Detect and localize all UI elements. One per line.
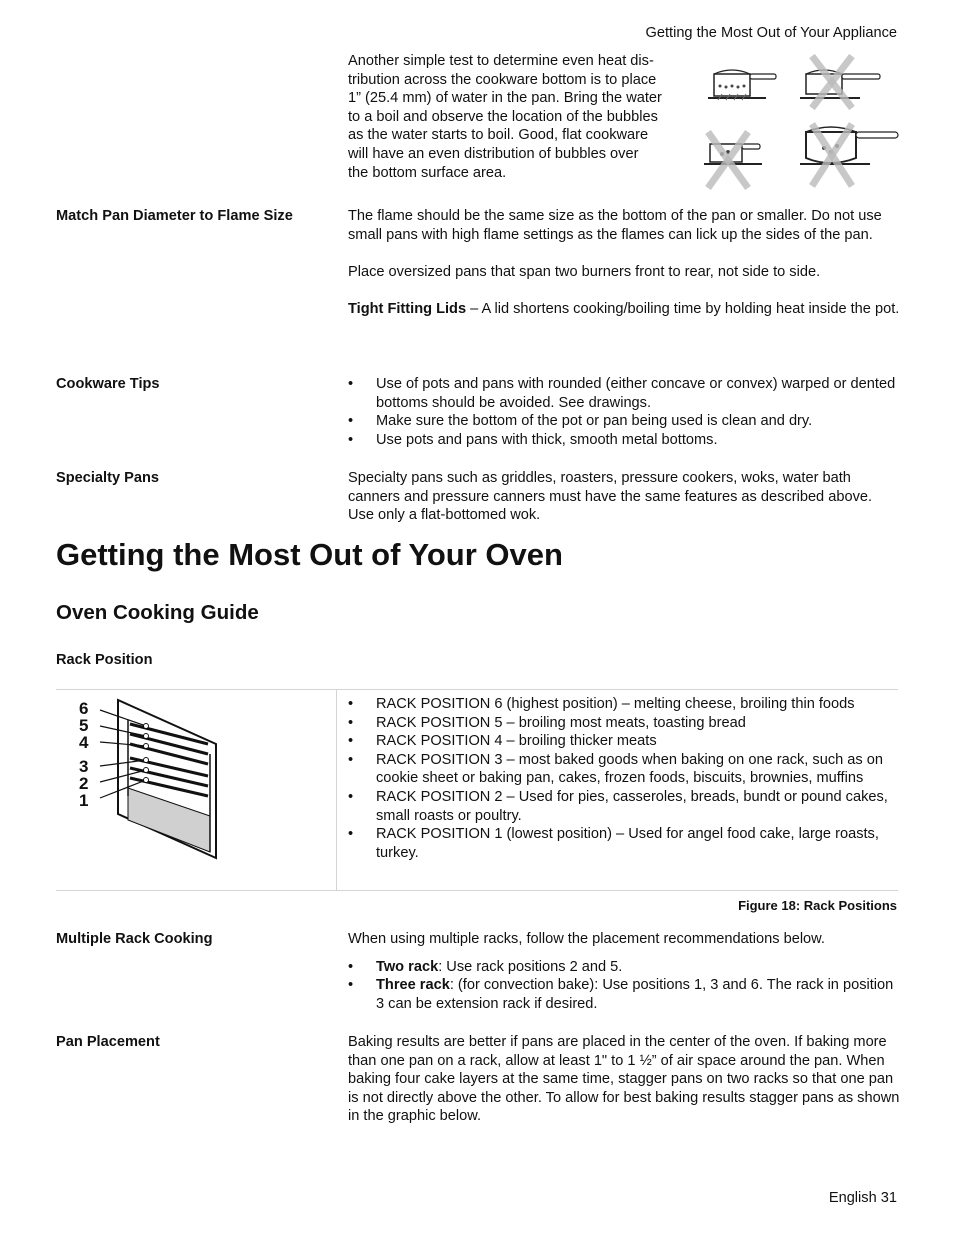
list-item: • RACK POSITION 5 – broiling most meats, toasting bread bbox=[348, 714, 894, 733]
tight-lids-paragraph bbox=[348, 300, 900, 319]
two-rack-text: : Use rack positions 2 and 5. bbox=[438, 958, 623, 975]
list-item: • RACK POSITION 3 – most baked goods when baking on one rack, such as on cookie sheet or baking pan, cakes, frozen foods, biscuits, brownies, muffins bbox=[348, 751, 894, 788]
rack-number: 6 bbox=[79, 699, 89, 718]
rack-numbers bbox=[79, 700, 88, 809]
intro-line: the bottom surface area. bbox=[348, 164, 507, 181]
rack-number: 1 bbox=[79, 791, 89, 810]
list-item bbox=[348, 976, 900, 1013]
oversized-pans-paragraph: Place oversized pans that span two burners front to rear, not side to side. bbox=[348, 264, 821, 281]
section-heading-pan-placement: Pan Placement bbox=[56, 1034, 160, 1050]
list-item: • Use of pots and pans with rounded (either concave or convex) warped or dented bottoms should be avoided. See drawings. bbox=[348, 375, 900, 412]
intro-line: Another simple test to determine even heat dis- bbox=[348, 53, 654, 69]
section-heading-specialty-pans: Specialty Pans bbox=[56, 470, 160, 486]
tight-lids-label: Tight Fitting Lids bbox=[348, 300, 467, 317]
pan-bad-x-icon bbox=[800, 124, 898, 186]
rack-position-list bbox=[348, 695, 894, 862]
rack-position-heading: Rack Position bbox=[56, 652, 153, 668]
figure-caption: Figure 18: Rack Positions bbox=[738, 898, 897, 913]
section-body-match-pan bbox=[348, 207, 900, 318]
list-item: • Use pots and pans with thick, smooth metal bottoms. bbox=[348, 431, 900, 450]
two-rack-label: Two rack bbox=[376, 958, 439, 975]
list-item bbox=[348, 958, 900, 977]
oven-rack-diagram-icon bbox=[92, 696, 222, 862]
rack-number: 2 bbox=[79, 774, 89, 793]
page-number: English 31 bbox=[828, 1190, 897, 1206]
pan-bad-x-icon bbox=[800, 56, 880, 108]
intro-line: will have an even distribution of bubbles over bbox=[348, 145, 639, 162]
section-heading-match-pan: Match Pan Diameter to Flame Size bbox=[56, 208, 293, 224]
multiple-rack-intro: When using multiple racks, follow the placement recommendations below. bbox=[348, 931, 825, 947]
rack-number: 5 bbox=[79, 716, 89, 735]
table-divider bbox=[336, 690, 337, 890]
pan-good-icon bbox=[708, 70, 776, 100]
cookware-tips-list bbox=[348, 375, 900, 449]
table-top-rule bbox=[56, 689, 898, 690]
list-item: • Make sure the bottom of the pot or pan being used is clean and dry. bbox=[348, 412, 900, 431]
rack-number: 3 bbox=[79, 757, 89, 776]
multiple-rack-list bbox=[348, 958, 900, 1014]
intro-line: as the water starts to boil. Good, flat cookware bbox=[348, 127, 649, 144]
table-bottom-rule bbox=[56, 890, 898, 891]
intro-line: tribution across the cookware bottom is to place bbox=[348, 71, 657, 88]
intro-paragraph bbox=[348, 52, 688, 182]
pan-bubble-test-figure bbox=[700, 52, 900, 192]
intro-line: to a boil and observe the location of the bubbles bbox=[348, 108, 658, 125]
list-item: • RACK POSITION 1 (lowest position) – Used for angel food cake, large roasts, turkey. bbox=[348, 825, 894, 862]
three-rack-label: Three rack bbox=[376, 977, 450, 994]
running-header: Getting the Most Out of Your Appliance bbox=[645, 25, 897, 41]
section-heading-cookware-tips: Cookware Tips bbox=[56, 376, 160, 392]
pan-illustrations bbox=[700, 52, 900, 192]
pan-placement-paragraph: Baking results are better if pans are placed in the center of the oven. If baking more than one pan on a rack, allow at least 1" to 1 ½” of air space around the pan. When baking four cake layers at the same time, stagger pans on two racks so that one pan is not directly above the other. To allow for best baking results stagger pans as shown in the graphic below. bbox=[348, 1034, 900, 1125]
intro-line: 1” (25.4 mm) of water in the pan. Bring the water bbox=[348, 90, 662, 107]
section-heading-multiple-rack: Multiple Rack Cooking bbox=[56, 931, 213, 947]
list-item: • RACK POSITION 6 (highest position) – melting cheese, broiling thin foods bbox=[348, 695, 894, 714]
list-item: • RACK POSITION 2 – Used for pies, casseroles, breads, bundt or pound cakes, small roasts or poultry. bbox=[348, 788, 894, 825]
pan-bad-x-icon bbox=[704, 132, 762, 188]
list-item: • RACK POSITION 4 – broiling thicker meats bbox=[348, 732, 894, 751]
match-pan-paragraph: The flame should be the same size as the bottom of the pan or smaller. Do not use small pans with high flame settings as the flames can lick up the sides of the pan. bbox=[348, 208, 882, 243]
tight-lids-text: – A lid shortens cooking/boiling time by holding heat inside the pot. bbox=[466, 300, 900, 317]
oven-guide-title: Oven Cooking Guide bbox=[56, 601, 259, 624]
three-rack-text: : (for convection bake): Use positions 1, 3 and 6. The rack in position 3 can be extension rack if desired. bbox=[376, 977, 894, 1012]
specialty-pans-paragraph: Specialty pans such as griddles, roasters, pressure cookers, woks, water bath canners and pressure canners must have the same features as described above. Use only a flat-bottomed wok. bbox=[348, 470, 873, 524]
page-title: Getting the Most Out of Your Oven bbox=[56, 537, 563, 572]
rack-number: 4 bbox=[79, 733, 89, 752]
multiple-rack-body bbox=[348, 930, 900, 1013]
